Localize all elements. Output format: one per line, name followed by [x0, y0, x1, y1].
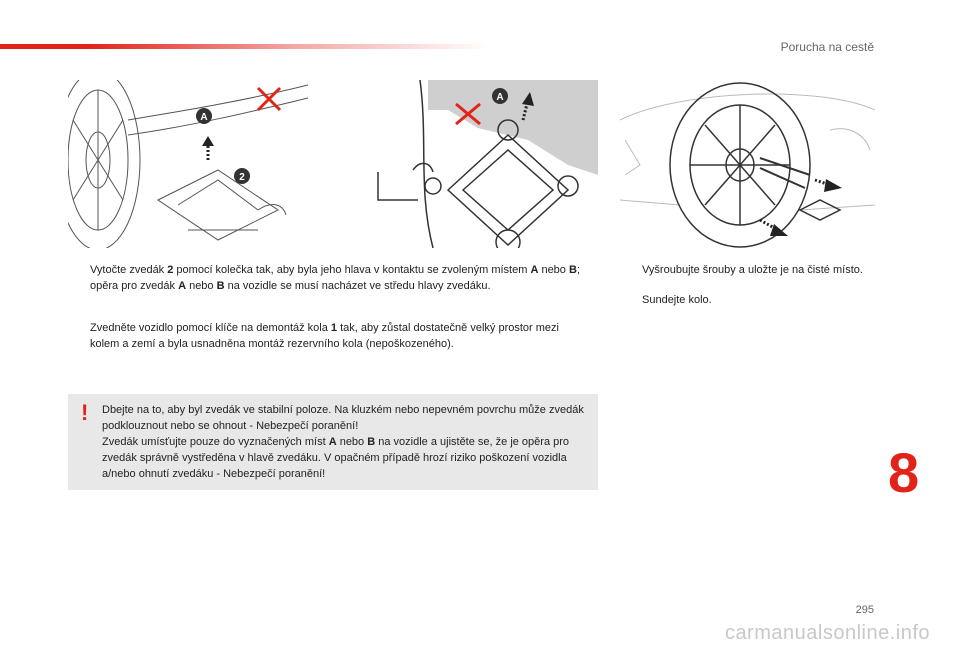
- label-a-2: A: [496, 92, 504, 103]
- ref-a: A: [178, 280, 187, 292]
- figure-wheel-removal: [620, 80, 875, 248]
- jack-illustration-1: [68, 80, 308, 248]
- ref-b: B: [216, 280, 225, 292]
- instruction-step-unscrew-bolts: [642, 262, 872, 278]
- instruction-step-remove-wheel: [642, 292, 872, 308]
- step-text: Zvedněte vozidlo pomocí klíče na demontáž kola: [90, 322, 331, 334]
- figure-jack-closeup: [358, 80, 598, 248]
- section-title: Porucha na cestě: [780, 40, 874, 54]
- page-number: 295: [855, 604, 874, 616]
- warning-line-2: [102, 434, 592, 482]
- instruction-step-lift-vehicle: [90, 320, 590, 352]
- figure-jack-placement: [68, 80, 308, 248]
- instruction-step-raise-jack: [90, 262, 590, 294]
- label-2: 2: [239, 172, 245, 183]
- wheel-illustration: [620, 80, 875, 248]
- step-text: nebo: [186, 280, 217, 292]
- step-text: Sundejte kolo.: [642, 294, 712, 306]
- warning-box: [68, 394, 598, 490]
- ref-a: A: [328, 436, 337, 448]
- ref-b: B: [568, 264, 577, 276]
- step-text: Vytočte zvedák: [90, 264, 168, 276]
- warning-line-1: Dbejte na to, aby byl zvedák ve stabilní poloze. Na kluzkém nebo nepevném povrchu může zvedák podklouznout nebo se ohnout - Nebezpečí poranění!: [102, 404, 584, 432]
- ref-b: B: [367, 436, 376, 448]
- header-accent-bar: [0, 44, 490, 49]
- step-text: Vyšroubujte šrouby a uložte je na čisté místo.: [642, 264, 863, 276]
- watermark: carmanualsonline.info: [724, 622, 930, 644]
- warning-text-part: nebo: [336, 436, 368, 448]
- chapter-number: 8: [888, 441, 920, 504]
- step-text: ; opěra pro zvedák: [90, 264, 580, 292]
- warning-text-part: na vozidle a ujistěte se, že je opěra pro zvedák správně vystředěna v hlavě zvedáku. V opačném případě hrozí riziko poškození vozidla a/nebo ohnutí zvedáku - Nebezpečí poranění!: [102, 436, 570, 480]
- ref-a: A: [530, 264, 539, 276]
- ref-1: 1: [330, 322, 338, 334]
- warning-text: [102, 402, 592, 482]
- step-text: nebo: [538, 264, 569, 276]
- warning-icon: !: [81, 400, 89, 425]
- step-text: na vozidle se musí nacházet ve středu hlavy zvedáku.: [224, 280, 491, 292]
- label-a-1: A: [200, 112, 208, 123]
- ref-2: 2: [167, 264, 174, 276]
- jack-illustration-2: [358, 80, 598, 248]
- step-text: tak, aby zůstal dostatečně velký prostor mezi kolem a zemí a byla usnadněna montáž rezervního kola (nepoškozeného).: [90, 322, 559, 350]
- step-text: pomocí kolečka tak, aby byla jeho hlava v kontaktu se zvoleným místem: [173, 264, 531, 276]
- warning-text-part: Zvedák umísťujte pouze do vyznačených míst: [102, 436, 329, 448]
